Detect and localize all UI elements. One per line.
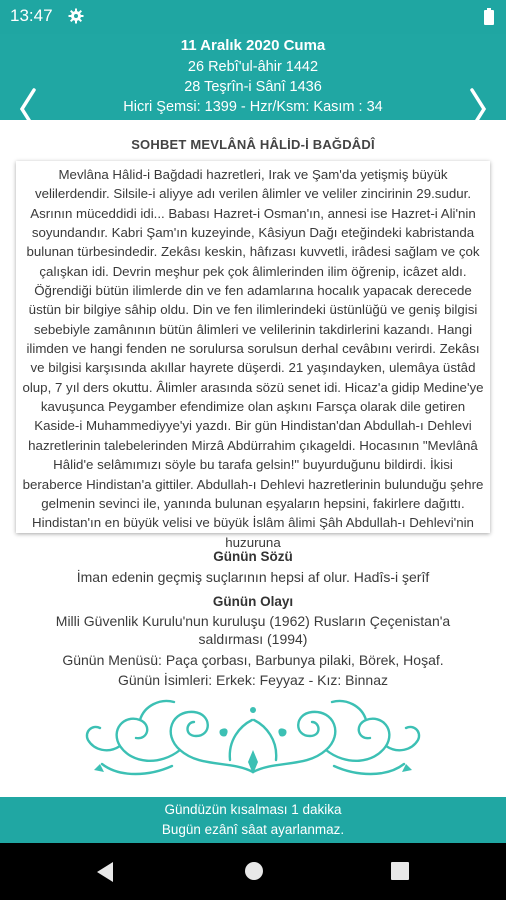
article-body: Mevlâna Hâlid-i Bağdadi hazretleri, Irak ve Şam'da yetişmiş büyük velilerdendir. Silsile-i aliyye adı verilen âlimler ve veliler zincirinin 29.sudur. Asrının müceddidi idi... Babası Hazret-i Osman'ın, annesi ise Hazret-i Ali'nin soyundandır. Kabri Şam'ın kuzeyinde, Kâsiyun Dağı eteğindeki kabristanda bulunan türbesindedir. Zekâsı keskin, hâfızası kuvvetli, irâdesi sağlam ve çok çalışkan idi. Devrin meşhur pek çok âlimlerinden ilim öğrenip, icâzet aldı. Öğrendiği bütün ilimlerde din ve fen adamlarına hocalık yapacak derecede üstün bir bilgiye sâhip oldu. Din ve fen ilimlerindeki üstünlüğü ve geniş bilgisi sebebiyle zamânının bütün âlimleri ve velilerinin takdirlerini kazandı. Hangi ilimden ve hangi fenden ne sorulursa sorulsun derhal cevâbını verirdi. Zekâsı ve bilgisi karşısında akıllar hayrete düşerdi. 21 yaşındayken, ulemâya üstâd olup, 7 yıl ders okuttu. Âlimler arasında sözü senet idi. Hicaz'a gidip Medine'ye kavuşunca Peygamber efendimize olan aşkını Farsça olarak dile getiren Kaside-i Muhammediyye'yi yazdı. Bir gün Hindistan'dan Abdullah-ı Dehlevi hazretlerinin talebelerinden Mirzâ Abdürrahim çıkageldi. Hocasının "Mevlânâ Hâlid'e selâmımızı söyle bu tarafa gelsin!" buyurduğunu bildirdi. İkisi beraberce Hindistan'a gittiler. Abdullah-ı Dehlevi hazretlerinin bulunduğu şehre gelmenin sevinci ile, yanında bulunan eşyaların hepsini, fakirlere dağıttı. Hindistan'ın en büyük velisi ve büyük İslâm âlimi Şâh Abdullah-ı Dehlevi'nin huzuruna <box>22 167 484 550</box>
status-bar <box>0 0 506 34</box>
ezani-info: Bugün ezânî sâat ayarlanmaz. <box>161 822 345 837</box>
gregorian-date: 11 Aralık 2020 Cuma <box>180 37 326 54</box>
gunun-menusu: Günün Menüsü: Paça çorbası, Barbunya pilaki, Börek, Hoşaf. <box>62 652 444 668</box>
gunun-isimleri: Günün İsimleri: Erkek: Feyyaz - Kız: Binnaz <box>118 672 388 688</box>
gear-icon <box>68 8 84 24</box>
date-header <box>0 34 506 120</box>
home-icon[interactable] <box>244 861 264 881</box>
previous-day-button[interactable] <box>14 86 40 132</box>
solar-info: Hicri Şemsi: 1399 - Hzr/Ksm: Kasım : 34 <box>123 99 383 115</box>
gunun-sozu-label: Günün Sözü <box>213 549 293 564</box>
battery-icon <box>484 8 494 25</box>
recents-icon[interactable] <box>391 862 409 880</box>
daylength-info: Gündüzün kısalması 1 dakika <box>164 802 342 817</box>
next-day-button[interactable] <box>466 86 492 132</box>
article-card[interactable] <box>16 161 490 550</box>
gunun-olayi-label: Günün Olayı <box>212 594 294 609</box>
footer-bar <box>0 797 506 843</box>
rumi-date: 28 Teşrîn-i Sânî 1436 <box>184 79 322 95</box>
system-navigation-bar <box>0 843 506 900</box>
gunun-olayi-text-2: saldırması (1994) <box>198 631 308 647</box>
hijri-date: 26 Rebî'ul-âhir 1442 <box>187 59 319 75</box>
gunun-sozu-text: İman edenin geçmiş suçlarının hepsi af olur. Hadîs-i şerîf <box>76 569 430 585</box>
article-title: SOHBET MEVLÂNÂ HÂLİD-İ BAĞDÂDÎ <box>131 137 375 152</box>
status-time: 13:47 <box>10 6 53 25</box>
floral-ornament <box>80 690 426 780</box>
gunun-olayi-text-1: Milli Güvenlik Kurulu'nun kuruluşu (1962) Rusların Çeçenistan'a <box>55 613 451 629</box>
back-icon[interactable] <box>95 861 115 883</box>
